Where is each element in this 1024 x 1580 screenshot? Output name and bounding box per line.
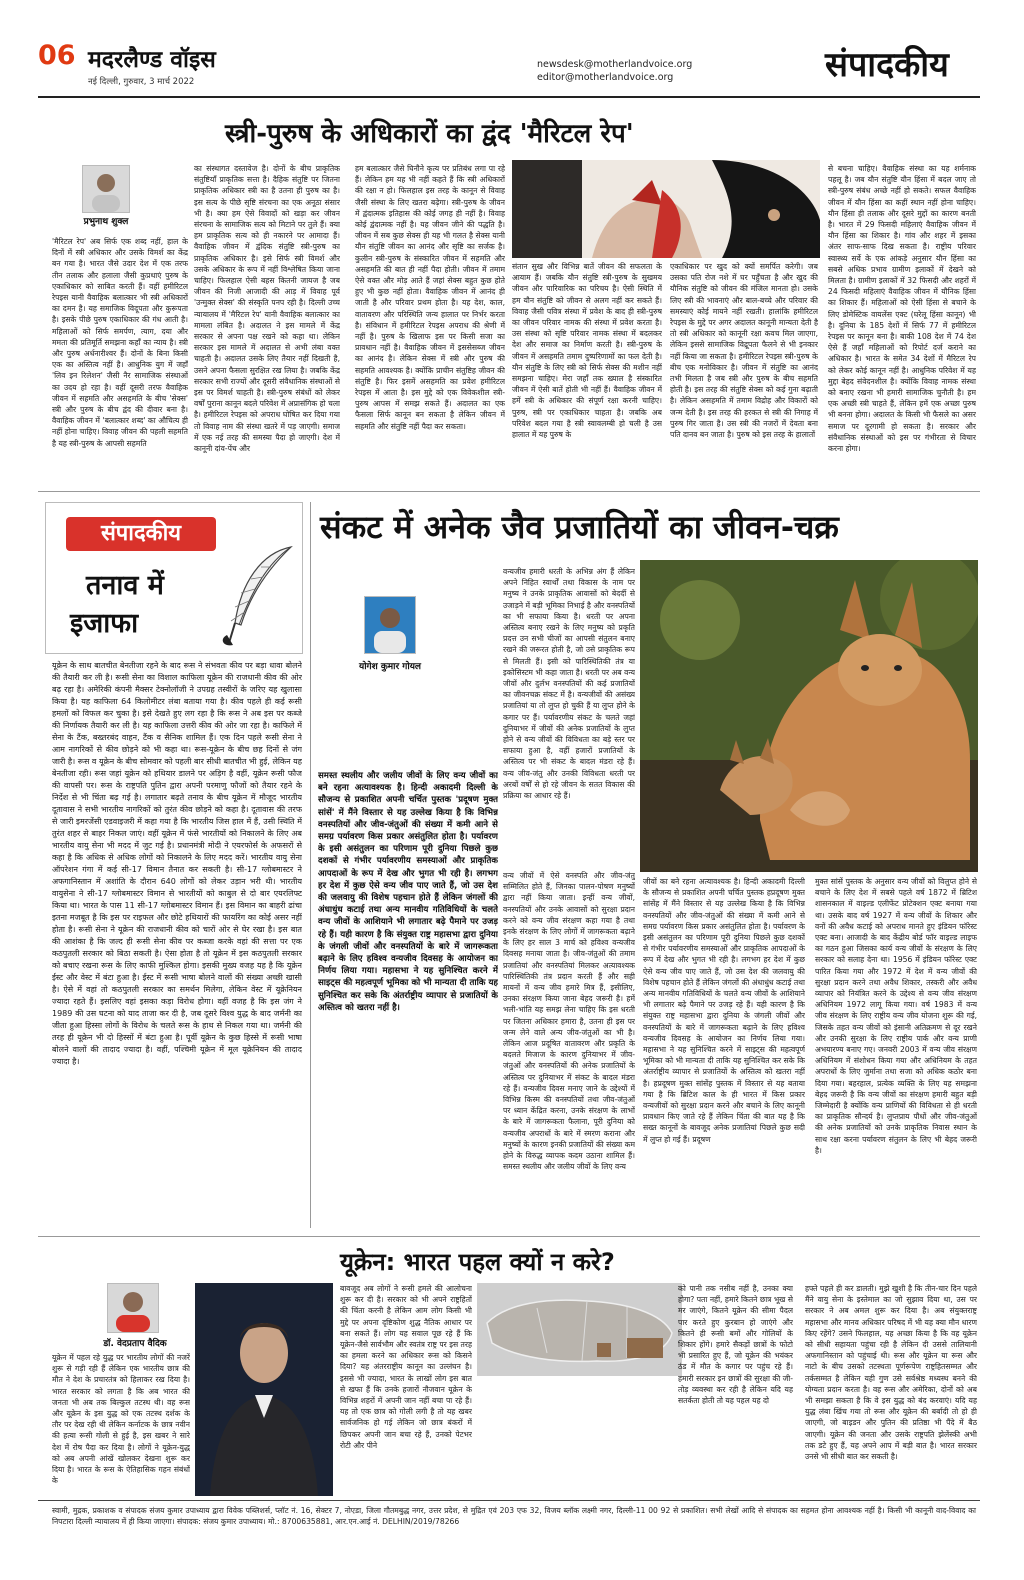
paper-name: मदरलैण्ड वॉइस xyxy=(88,47,216,73)
article3-author: डॉ. वेदप्रताप वैदिक xyxy=(103,1339,167,1349)
article3-photo xyxy=(195,1283,333,1496)
footer-imprint: स्वामी, मुद्रक, प्रकाशक व संपादक संजय कुमार उपाध्याय द्वारा विवेक पब्लिशर्स, प्लॉट नं. 16, सेक्टर 7, नोएडा, जिला गौतमबुद्ध नगर, उत्तर प्रदेश, से मुद्रित एवं 203 एफ 32, विजय ब्लॉक लक्ष्मी नगर, दिल्ली-11 00 92 से प्रकाशित। सभी लेखों आदि से संपादक का सहमत होना आवश्यक नहीं है। किसी भी कानूनी वाद-विवाद का निपटारा दिल्ली न्यायालय में ही किया जाएगा। संपादक: संजय कुमार उपाध्याय। मो.: 8700635881, आर.एन.आई नं. DELHIN/2019/78266 xyxy=(52,1506,976,1526)
editorial-label-text: संपादकीय xyxy=(100,521,182,546)
caracal-photo xyxy=(640,560,978,872)
quill-feather-icon xyxy=(221,543,301,648)
divider-editorial xyxy=(310,502,311,1228)
editorial-body: यूक्रेन के साथ बातचीत बेनतीजा रहने के बाद रूस ने संभवतः कीव पर बड़ा धावा बोलने की तैयारी कर ली है। रूसी सेना का विशाल काफिला यूक्रेन की राजधानी कीव की ओर बढ़ रहा है। अमेरिकी कंपनी मैक्सर टेक्नोलॉजी ने उपग्रह तस्वीरों के जरिए यह खुलासा किया है। यह काफिला 64 किलोमीटर लंबा बताया गया है। कीव पहले ही कई रूसी हमलों को विफल कर चुका है। इसे देखते हुए लग रहा है कि रूस ने अब इस पर कब्जे की निर्णायक तैयारी कर ली है। यह काफिला उत्तरी कीव की ओर जा रहा है। काफिले में सेना के टैंक, बख्तरबंद वाहन, टैंक व सैनिक शामिल हैं। एक दिन पहले रूसी सेना ने आम नागरिकों से कीव छोड़ने को भी कहा था। रूस-यूक्रेन के बीच छह दिनों से जंग जारी है। रूस व यूक्रेन के बीच सोमवार को पहली बार सीधी बातचीत भी हुई, लेकिन यह बेनतीजा रही। रूस जहां यूक्रेन को हथियार डालने पर अड़िग है वहीं, यूक्रेन रूसी फौज की वापसी पर। रूस के राष्ट्रपति पुतिन द्वारा अपनी परमाणु फौजों को तैयार रहने के निर्देश से भी चिंता बढ़ गई है। लगातार बढ़ते तनाव के बीच यूक्रेन में मौजूद भारतीय दूतावास ने सभी भारतीय नागरिकों को तुरंत कीव छोड़ने को कहा है। दूतावास की तरफ से जारी इमरजेंसी एडवाइजरी में कहा गया है कि भारतीय जिस हाल में हैं, उसी स्थिति में तुरंत शहर से बाहर निकल जाएं। वहीं यूक्रेन में फंसे भारतीयों को निकालने के लिए अब भारतीय वायु सेना भी मदद में जुट गई है। प्रधानमंत्री मोदी ने एयरफोर्स के अफसरों से कहा है कि अधिक से अधिक लोगों को निकालने के लिए मदद करें। भारतीय वायु सेना ऑपरेशन गंगा में कई सी-17 विमान तैनात कर सकती है। सी-17 ग्लोबमास्टर ने अफगानिस्तान में अशांति के दौरान 640 लोगों को लेकर उड़ान भरी थी। भारतीय वायुसेना ने सी-17 ग्लोबमास्टर विमान से भारतीयों को काबुल से दो बार एयरलिफ्ट किया था। भारत के पास 11 सी-17 ग्लोबमास्टर विमान हैं। इस विमान का बाहरी ढांचा इतना मजबूत है कि इस पर राइफल और छोटे हथियारों की फायरिंग का कोई असर नहीं होता है। रूसी सेना ने यूक्रेन की राजधानी कीव को चारों ओर से घेर रखा है। इस बात की आशंका है कि जल्द ही रूसी सेना कीव पर कब्जा करके वहां की सत्ता पर एक कठपुतली सरकार को बिठा सकती है। ऐसा होता है तो यूक्रेन में इस कठपुतली सरकार को बचाए रखना रूस के लिए काफी मुश्किल होगा। इसकी मुख्य वजह यह है कि यूक्रेन ईस्ट और वेस्ट में बंटा हुआ है। ईस्ट में रूसी भाषा बोलने वालों की संख्या अच्छी खासी है। ऐसे में वहां तो कठपुतली सरकार का समर्थन मिलेगा, लेकिन वेस्ट में यूक्रेनियन ज्यादा रहते हैं। इसलिए वहां इसका कड़ा विरोध होगा। वहीं वजह है कि इस जंग ने 1989 की उस घटना को याद ताजा कर दी है, जब दूसरे विश्व युद्ध के बाद जर्मनी का जीता हुआ हिस्सा लोगों के विरोध के चलते रूस के हाथ से निकल गया था। जर्मनी की तरह ही यूक्रेन भी दो हिस्सों में बंटा हुआ है। पूर्वी यूक्रेन के कुछ हिस्से में रूसी भाषा बोलने वालों की तादाद ज्यादा है। वहीं, पश्चिमी यूक्रेन में मूल यूक्रेनियन की तादाद ज्यादा है। xyxy=(52,661,302,1066)
article1-illustration xyxy=(512,160,820,258)
author-photo-vaidik xyxy=(107,1283,159,1333)
article2-column-b: जीवों का बने रहना अत्यावश्यक है। हिन्दी अकादमी दिल्ली के सौजन्य से प्रकाशित अपनी चर्चित पुस्तक हप्रदूषण मुक्त सांसेंह में मैंने विस्तार से यह उल्लेख किया है कि विभिन्न वनस्पतियों और जीव-जंतुओं की संख्या में कमी आने से समग्र पर्यावरण किस प्रकार असंतुलित होता है। पर्यावरण के इसी असंतुलन का परिणाम पूरी दुनिया पिछले कुछ दशकों से गंभीर पर्यावरणीय समस्याओं और प्राकृतिक आपदाओं के रूप में देख और भुगत भी रही है। लगभग हर देश में कुछ ऐसे वन्य जीव पाए जाते हैं, जो उस देश की जलवायु की विशेष पहचान होते हैं लेकिन जंगलों की अंधाधुंध कटाई तथा अन्य मानवीय गतिविधियों के चलते वन्य जीवों के आशियाने भी लगातार बढ़े पैमाने पर उजड़ रहे हैं। यही कारण है कि संयुक्त राष्ट्र महासभा द्वारा दुनिया के जंगली जीवों और वनस्पतियों के बारे में जागरूकता बढ़ाने के लिए हविश्व वन्यजीव दिवसह के आयोजन का निर्णय लिया गया। महासभा ने यह सुनिश्चित करने में साइट्स की महत्वपूर्ण भूमिका को भी मान्यता दी ताकि यह सुनिश्चित कर सके कि अंतर्राष्ट्रीय व्यापार से प्रजातियों के अस्तित्व को खतरा नहीं है। हप्रदूषण मुक्त सांसेंह पुस्तक में विस्तार से यह बताया गया है कि ब्रिटिश काल के ही भारत में किस प्रकार वन्यजीवों को सुरक्षा प्रदान करने और बचाने के लिए कानूनी प्रावधान किए जाते रहे हैं लेकिन चिंता की बात यह है कि सख्त कानूनों के बावजूद अनेक प्रजातियां पिछले कुछ सदी में लुप्त हो गई हैं। प्रदूषण xyxy=(643,877,805,1144)
footer-rule xyxy=(38,1500,980,1501)
article2-column-top: वन्यजीव हमारी धरती के अभिन्न अंग हैं लेकिन अपने निहित स्वार्थों तथा विकास के नाम पर मनुष्य ने उनके प्राकृतिक आवासों को बेदर्दी से उजाड़ने में बड़ी भूमिका निभाई है और वनस्पतियों का भी सफाया किया है। धरती पर अपना अस्तित्व बनाए रखने के लिए मनुष्य को प्रकृति प्रदत्त उन सभी चीजों का आपसी संतुलन बनाए रखने की जरूरत होती है, जो उसे प्राकृतिक रूप से मिलती हैं। इसी को पारिस्थितिकी तंत्र या इकोसिस्टम भी कहा जाता है। धरती पर अब वन्य जीवों और दुर्लभ वनस्पतियों की कई प्रजातियों का जीवनचक्र संकट में है। वन्यजीवों की असंख्य प्रजातियां या तो लुप्त हो चुकी हैं या लुप्त होने के कगार पर हैं। पर्यावरणीय संकट के चलते जहां दुनियाभर में जीवों की अनेक प्रजातियों के लुप्त होने से वन्य जीवों की विविधता का बड़े स्तर पर सफाया हुआ है, वहीं हजारों प्रजातियों के अस्तित्व पर भी संकट के बादल मंडरा रहे हैं। वन्य जीव-जंतु और उनकी विविधता धरती पर अरबों वर्षों से हो रहे जीवन के सतत विकास की प्रक्रिया का आधार रहे हैं। xyxy=(503,567,635,801)
speaker-photo xyxy=(195,1283,333,1496)
page-number: 06 xyxy=(38,40,76,71)
article2-column-c: मुक्त सांसें पुस्तक के अनुसार वन्य जीवों को विलुप्त होने से बचाने के लिए देश में सबसे पहले वर्ष 1872 में ब्रिटिश शासनकाल में वाइल्ड एलीफेंट प्रोटेक्शन एक्ट बनाया गया था। उसके बाद वर्ष 1927 में वन्य जीवों के शिकार और वनों की अवैध कटाई को अपराध मानते हुए इंडियन फॉरेस्ट एक्ट बना। आजादी के बाद केंद्रीय बोर्ड फॉर वाइल्ड लाइफ का गठन हुआ जिसका कार्य वन्य जीवों के संरक्षण के लिए सरकार को सलाह देना था। 1956 में इंडियन फॉरेस्ट एक्ट पारित किया गया और 1972 में देश में वन्य जीवों की सुरक्षा प्रदान करने तथा अवैध शिकार, तस्करी और अवैध व्यापार को नियंत्रित करने के उद्देश्य से वन्य जीव संरक्षण अधिनियम 1972 लागू किया गया। वर्ष 1983 में वन्य जीव संरक्षण के लिए राष्ट्रीय वन्य जीव योजना शुरू की गई, जिसके तहत वन्य जीवों को इंसानी अतिक्रमण से दूर रखने और उनकी सुरक्षा के लिए राष्ट्रीय पार्क और वन्य प्राणी अभयारण्य बनाए गए। जनवरी 2003 में वन्य जीव संरक्षण अधिनियम में संशोधन किया गया और अधिनियम के तहत अपराधों के लिए जुर्माना तथा सजा को अधिक कठोर बना दिया गया। बहरहाल, प्रत्येक व्यक्ति के लिए यह समझना बेहद जरूरी है कि वन्य जीवों का संरक्षण हमारी बहुत बड़ी जिम्मेदारी है क्योंकि वन्य प्राणियों की विविधता से ही धरती का प्राकृतिक सौन्दर्य है। लुप्तप्राय पौधों और जीव-जंतुओं की अनेक प्रजातियों को उनके प्राकृतिक निवास स्थान के साथ रक्षा करना पर्यावरण संतुलन के लिए भी बेहद जरूरी है। xyxy=(815,877,977,1155)
article3-headline: यूक्रेन: भारत पहल क्यों न करे? xyxy=(340,1248,615,1276)
article2-photo-caracal xyxy=(640,560,978,872)
article3-column-1: यूक्रेन में पहल रहे युद्ध पर भारतीय लोगों की नजरें शुरू से गड़ी रही हैं लेकिन एक भारतीय छात्र की मौत ने देश के प्रचारतंत्र को हिलाकर रख दिया है। भारत सरकार को लगता है कि अब भारत की जनता भी अब तक बिल्कुल तटस्थ थी। वह रूस और यूक्रेन के इस युद्ध को एक तटस्थ दर्शक के तौर पर देख रही थी लेकिन कर्नाटक के छात्र नवीन की हत्या रूसी गोली से हुई है, इस खबर ने सारे देश में रोष पैदा कर दिया है। लोगों ने यूक्रेन-युद्ध को अब अपनी आंखें खोलकर देखना शुरू कर दिया है। भारत के रूस के ऐतिहासिक गहन संबंधों के xyxy=(52,1353,190,1486)
article1-column-3: हम बलात्कार जैसे घिनौने कृत्य पर प्रतिबंध लगा पा रहे हैं। लेकिन हम यह भी नहीं कहते हैं कि स्त्री अधिकारों की रक्षा न हो। फिलहाल इस तरह के कानून से विवाह जैसी संस्था के लिए खतरा बढ़ेगा। स्त्री-पुरुष के जीवन में द्वंदात्मक इतिहास की कोई जगह ही नहीं है। विवाह कोई द्वंदात्मक नहीं है। यह जीवन जीने की पद्धति है। जीवन में सब कुछ सेक्स ही यह भी गलत है सेक्स यानी यौन संतुष्टि जीवन का आनंद और सृष्टि का सर्जक है। कुलीन स्त्री-पुरुष के संस्कारित जीवन में सहमति और असहमति की बात ही नहीं पैदा होती। जीवन में तमाम ऐसे वक्त और मोड़ आते हैं जहां सेक्स बहुत कुछ होते हुए भी कुछ नहीं होता। वैवाहिक जीवन में आनंद ही जाती है और परिवार प्रथम होता है। यह देश, काल, वातावरण और परिस्थिति जन्य हालात पर निर्भर करता है। संविधान में हमीरिटल रेपइस अपराध की श्रेणी में नहीं है। पुरुष के खिलाफ इस पर किसी सजा का प्रावधान नहीं है। वैवाहिक जीवन में इससेसब्ज जीवन का आनंद है। लेकिन सेक्स में स्त्री और पुरुष की सहमति आवश्यक है। क्योंकि प्राचीन संतुष्टिह जीवन की संतुष्टि है। फिर इसमें असहमति का प्रवेश हमीरिटल रेपइस में आता है। इस मुद्दे को एक विवेकशील स्त्री-पुरुष आपस में समझ सकते हैं। अदालत का एक फैसला सिर्फ कानून बन सकता है लेकिन जीवन में सहमति और संतुष्टि नहीं पैदा कर सकता। xyxy=(355,164,505,431)
article3-map xyxy=(477,1283,682,1376)
email-newsdesk: newsdesk@motherlandvoice.org xyxy=(537,59,693,70)
section-title: संपादकीय xyxy=(825,45,949,85)
article1-headline: स्त्री-पुरुष के अधिकारों का द्वंद 'मैरिटल रेप' xyxy=(225,119,634,149)
article1-column-4: संतान सुख और विभिन्न बातें जीवन की सफलता के आयाम हैं। जबकि यौन संतुष्टि स्त्री-पुरुष के सुखमय जीवन और पारिवारिक का परिचय है। ऐसी स्थिति में हम यौन संतुष्टि को जीवन से अलग नहीं कर सकते हैं। विवाह जैसी पवित्र संस्था में प्रवेश के बाद ही स्त्री-पुरुष का जीवन परिवार नामक की संस्था में प्रवेश करता है। उस संस्था को सृष्टि परिवार नामक संस्था में बदलकर देश और समाज का निर्माण करती है। स्त्री-पुरुष के जीवन में असहमति तमाम दुष्परिणामों का फल देती है। यौन संतुष्टि के लिए स्त्री को सिर्फ सेक्स की मशीन नहीं समझना चाहिए। मेरा जहाँ तक ख्याल है संस्कारित जीवन में ऐसी बातें होती भी नहीं हैं। वैवाहिक जीवन में हमें स्त्री के अधिकार की संपूर्ण रक्षा करनी चाहिए। पुरुष, स्त्री पर एकाधिकार चाहता है। जबकि अब परिवेश बदल गया है स्त्री स्वावलम्बी हो चली है उस हालात में यह पुरुष के xyxy=(512,262,662,440)
article3-column-3: को पानी तक नसीब नहीं है, उनका क्या होगा? पता नहीं, हमारे कितने छात्र भूख से मर जाएंगे, कितने यूक्रेन की सीमा पैदल पार करते हुए कुरबान हो जाएंगे और कितने ही रूसी बमों और गोलियों के शिकार होंगे। हमारे सैकड़ों छात्रों के फोटो भी प्रसारित हुए हैं, जो यूक्रेन की भयंकर ठंड में मौत के कगार पर पहुंच रहे हैं। हमारी सरकार इन छात्रों की सुरक्षा की जी-तोड़ व्यवस्था कर रही है लेकिन यदि यह सतर्कता होती तो यह पहल यह दो xyxy=(678,1284,793,1406)
article2-author: योगेश कुमार गोयल xyxy=(358,662,422,672)
person-icon xyxy=(83,166,129,212)
editorial-title-line1: तनाव में xyxy=(86,570,164,601)
person-icon xyxy=(108,1284,158,1332)
article1-column-5: एकाधिकार पर खुद को क्यों समर्पित करेगी। जब उसका पति रोज नशे में घर पहुँचता है और खुद की यौनिक संतुष्टि को जीवन की मंजिल मानता हो। उसके लिए स्त्री की भावनाएं और बाल-बच्चे और परिवार की समस्याएं कोई मायने नहीं रखती। हालांकि हमीरिटल रेपइस के मुद्दे पर अगर अदालत कानूनी मान्यता देती है तो स्त्री अधिकार को कानूनी रक्षा कवच मिल जाएगा, लेकिन इससे सामाजिक विद्रूपता फैलने से भी इनकार नहीं किया जा सकता है। हमीरिटल रेपइस स्त्री-पुरुष के बीच एक मनोविकार है। जीवन में संतुष्टि का आनंद तभी मिलता है जब स्त्री और पुरुष के बीच सहमति होती है। इस तरह की संतुष्टि सेक्स को कई गुना बढ़ाती है। लेकिन असहमति में तमाम विद्रोह और विकारों को जन्म देती है। इस तरह की हरकत से स्त्री की निगाह में पुरुष गिर जाता है। उस स्त्री की नजरों में देवता बना पति दानव बन जाता है। पुरुष को इस तरह के हालातों xyxy=(670,262,818,440)
divider-article2 xyxy=(38,1236,980,1237)
ukraine-map xyxy=(477,1283,682,1376)
author-photo-yogesh xyxy=(364,596,416,654)
editorial-label xyxy=(66,517,216,551)
masthead-rule xyxy=(38,96,980,98)
article3-column-4: हफ्ते पहले ही कर डालती। मुझे खुशी है कि तीन-चार दिन पहले मैंने वायु सेना के इस्तेमाल का जो सुझाव दिया था, उस पर सरकार ने अब अमल शुरू कर दिया है। अब संयुक्तराष्ट्र महासभा और मानव अधिकार परिषद में भी यह क्या मौन धारण किए रहेंगे? उसने फिलहाल, यह अच्छा किया है कि वह यूक्रेन को सीधी सहायता पहुंचा रही है लेकिन दी उससे तालियानी अफगानिस्तान को पहुंचाई थी। रूस और यूक्रेन या रूस और नाटो के बीच उसको तटस्थता पूर्णरूपेण राष्ट्रहितसम्मत और तर्कसम्मत है लेकिन यही गुण उसे सर्वश्रेष्ठ मध्यस्थ बनने की योग्यता प्रदान करता है। वह रूस और अमेरिका, दोनों को अब भी समझा सकता है कि वे इस युद्ध को बंद करवाएं। यदि यह युद्ध लंबा खिंच गया तो रूस और यूक्रेन की बर्बादी तो हो ही जाएगी, जो बाइडन और पुतिन की प्रतिष्ठा भी पैंदे में बैठ जाएगी। यूक्रेन की जनता और उसके राष्ट्रपति झेलेंस्की अभी तक डटे हुए हैं, यह अपने आप में बड़ी बात है। भारत सरकार उनसे भी सीधी बात कर सकती है। xyxy=(805,1284,977,1462)
article1-column-2: का संस्थागत दस्तावेज है। दोनों के बीच प्राकृतिक संतुष्टियाँ प्राकृतिक सत्ता है। दैहिक संतुष्टि पर जितना प्राकृतिक अधिकार स्त्री का है उतना ही पुरुष का है। इस सत्य के पीछे सृष्टि संरचना का एक अनूठा संसार भी है। क्या हम ऐसे विवादों को खड़ा कर जीवन संरचना के सामाजिक सत्य को मिटाने पर तुले हैं। क्या हम प्राकृतिक सत्य को ही नकारने पर आमादा हैं। वैवाहिक जीवन में द्वंदिक संतुष्टि स्त्री-पुरुष का प्राकृतिक अधिकार है। इसे सिर्फ स्त्री विमर्श और उसके अधिकार के रूप में नहीं विश्लेषित किया जाना चाहिए। फिलहाल ऐसी बहस कितनी जायज है जब जीवन की निजी आजादी की आड़ में विवाह पूर्व 'उन्मुक्त सेक्स' की संस्कृति पनप रही है। दिल्ली उच्च न्यायालय में 'मैरिटल रेप' यानी वैवाहिक बलात्कार का मामला लंबित है। अदालत ने इस मामले में केंद्र सरकार से अपना पक्ष रखने को कहा था। लेकिन सरकार इस मामले में अदालत से अभी लंबा वक्त चाहती है। अदालत उसके लिए तैयार नहीं दिखती है, उसने अपना फैसला सुरक्षित रख लिया है। जबकि केंद्र सरकार सभी राज्यों और दूसरी संवैधानिक संस्थाओं से इस पर विमर्श चाहती है। स्त्री-पुरुष संबंधों को लेकर वर्षों पुराना कानून बदले परिवेश में अप्रासंगिक हो चला है। हमीरिटल रेपइस को अपराध घोषित कर दिया गया तो विवाह नाम की संस्था खतरे में पड़ जाएगी। समाज में एक नई तरह की समस्या पैदा हो जाएगी। देश में कानूनी दांव-पेंच और xyxy=(194,164,340,454)
person-icon xyxy=(365,597,415,653)
couple-silhouette-illustration xyxy=(512,160,820,258)
article2-column-a: वन्य जीवों में ऐसे वनस्पति और जीव-जंतु सम्मिलित होते हैं, जिनका पालन-पोषण मनुष्यों द्वारा नहीं किया जाता। इन्हीं वन्य जीवों, वनस्पतियों और उनके आवासों को सुरक्षा प्रदान करने को वन्य जीव संरक्षण कहा गया है तथा इनके संरक्षण के लिए लोगों में जागरूकता बढ़ाने के लिए हर साल 3 मार्च को हविश्व वन्यजीव दिवसह मनाया जाता है। जीव-जंतुओं की तमाम प्रजातियां और वनस्पतियां मिलकर अत्यावश्यक पारिस्थितिकी तंत्र प्रदान करती हैं और सही मायनों में वन्य जीव हमारे मित्र हैं, इसीलिए, उनका संरक्षण किया जाना बेहद जरूरी है। हमें भली-भांति यह समझ लेना चाहिए कि इस धरती पर जितना अधिकार हमारा है, उतना ही इस पर जन्म लेने वाले अन्य जीव-जंतुओं का भी है। लेकिन आज प्रदूषित वातावरण और प्रकृति के बदलते मिजाज के कारण दुनियाभर में जीव-जंतुओं और वनस्पतियों की अनेक प्रजातियों के अस्तित्व पर दुनियाभर में संकट के बादल मंडरा रहे हैं। वन्यजीव दिवस मनाए जाने के उद्देश्यों में विभिन्न किस्म की वनस्पतियों तथा जीव-जंतुओं पर ध्यान केंद्रित करना, उनके संरक्षण के लाभों के बारे में जागरूकता फैलाना, पूरी दुनिया को वन्यजीव अपराधों के बारे में स्मरण कराना और मनुष्यों के कारण इनकी प्रजातियों की संख्या कम होने के विरुद्ध व्यापक कदम उठाना शामिल हैं। समस्त स्थलीय और जलीय जीवों के लिए वन्य xyxy=(503,871,635,1172)
masthead xyxy=(0,0,1024,98)
article1-column-6: से बचना चाहिए। वैवाहिक संस्था का यह शर्मनाक पहलू है। जब यौन संतुष्टि यौन हिंसा में बदल जाए तो स्त्री-पुरुष संबंध अच्छे नहीं हो सकते। सफल वैवाहिक जीवन में यौन हिंसा का कहीं स्थान नहीं होना चाहिए। यौन हिंसा ही तलाक और दूसरे मुद्दों का कारण बनती है। भारत में 29 फिसदी महिलाएं वैवाहिक जीवन में यौन हिंसा का शिकार है। गांव और शहर में इसका अंतर साफ-साफ दिख सकता है। राष्ट्रीय परिवार स्वास्थ्य सर्वे के एक आंकड़े अनुसार यौन हिंसा का सबसे अधिक प्रभाव ग्रामीण इलाकों में देखने को मिलता है। ग्रामीण इलाकों में 32 फिसदी और शहरों में 24 फिसदी महिलाएं वैवाहिक जीवन में यौनिक हिंसा का शिकार हैं। महिलाओं को ऐसी हिंसा से बचाने के लिए डोमेस्टिक वायलेंस एक्ट (घरेलू हिंसा कानून) भी है। दुनिया के 185 देशों में सिर्फ 77 में हमीरिटल रेपइस पर कानून बना है। बाकी 108 देश में 74 देश ऐसे हैं जहाँ महिलाओं को रिपोर्ट दर्ज कराने का अधिकार है। भारत के समेत 34 देशों में मैरिटल रेप को लेकर कोई कानून नहीं है। आधुनिक परिवेश में यह मुद्दा बेहद संवेदनशील है। क्योंकि विवाह नामक संस्था को बनाए रखना भी हमारी सामाजिक चुनौती है। हम एक अच्छी स्त्री चाहते हैं, लेकिन हमें एक अच्छा पुरुष भी बनना होगा। अदालत के किसी भी फैसले का असर समाज पर दूरगामी हो सकता है। सरकार और संवैधानिक संस्थाओं को इस पर गंभीरता से विचार करना होगा। xyxy=(828,164,976,454)
email-editor: editor@motherlandvoice.org xyxy=(537,72,674,83)
article3-column-2: बावजूद अब लोगों ने रूसी हमले की आलोचना शुरू कर दी है। सरकार को भी अपने राष्ट्रहितों की चिंता करनी है लेकिन आम लोग किसी भी मुद्दे पर अपना दृष्टिकोण शुद्ध नैतिक आधार पर बना सकते हैं। लोग यह सवाल पूछ रहे हैं कि यूक्रेन-जैसे सार्वभौम और स्वतंत्र राष्ट्र पर इस तरह का हमला करने का अधिकार रूस को किसने दिया? यह अंतरराष्ट्रीय कानून का उल्लंघन है। इससे भी ज्यादा, भारत के लाखों लोग इस बात से खफा हैं कि उनके हजारों नौजवान यूक्रेन के विभिन्न शहरों में अपनी जान नहीं बचा पा रहे हैं। यह तो एक छात्र को गोली लगी है तो यह खबर सार्वजनिक हो गई लेकिन जो छात्र बंकरों में छिपकर अपनी जान बचा रहे हैं, उनको पेटभर रोटी और पीने xyxy=(340,1284,472,1450)
article2-headline: संकट में अनेक जैव प्रजातियों का जीवन-चक्र xyxy=(320,508,839,546)
article2-pull-quote: समस्त स्थलीय और जलीय जीवों के लिए वन्य जीवों का बने रहना अत्यावश्यक है। हिन्दी अकादमी दिल्ली के सौजन्य से प्रकाशित अपनी चर्चित पुस्तक 'प्रदूषण मुक्त सांसें' में मैंने विस्तार से यह उल्लेख किया है कि विभिन्न वनस्पतियों और जीव-जंतुओं की संख्या में कमी आने से समग्र पर्यावरण किस प्रकार असंतुलित होता है। पर्यावरण के इसी असंतुलन का परिणाम पूरी दुनिया पिछले कुछ दशकों से गंभीर पर्यावरणीय समस्याओं और प्राकृतिक आपदाओं के रूप में देख और भुगत भी रही है। लगभग हर देश में कुछ ऐसे वन्य जीव पाए जाते हैं, जो उस देश की जलवायु की विशेष पहचान होते हैं लेकिन जंगलों की अंधाधुंध कटाई तथा अन्य मानवीय गतिविधियों के चलते वन्य जीवों के आशियाने भी लगातार बढ़े पैमाने पर उजड़ रहे हैं। यही कारण है कि संयुक्त राष्ट्र महासभा द्वारा दुनिया के जंगली जीवों और वनस्पतियों के बारे में जागरूकता बढ़ाने के लिए हविश्व वन्यजीव दिवसह के आयोजन का निर्णय लिया गया। महासभा ने यह सुनिश्चित करने में साइट्स की महत्वपूर्ण भूमिका को भी मान्यता दी ताकि यह सुनिश्चित कर सके कि अंतर्राष्ट्रीय व्यापार से प्रजातियों के अस्तित्व को खतरा नहीं है। xyxy=(318,771,498,1013)
author-photo-prabhunath xyxy=(82,165,130,213)
editorial-box xyxy=(45,502,303,654)
editorial-title-line2: इजाफा xyxy=(70,608,139,639)
dateline: नई दिल्ली, गुरुवार, 3 मार्च 2022 xyxy=(88,77,195,87)
article1-author: प्रभुनाथ शुक्ल xyxy=(83,217,129,227)
divider-article1 xyxy=(38,491,980,492)
article1-column-1: 'मैरिटल रेप' अब सिर्फ एक शब्द नहीं, हाल के दिनों में स्त्री अधिकार और उसके विमर्श का केंद्र बन गया है। भारत जैसे उदार देश में एक तरफ तीन तलाक और हलाला जैसी कुप्रथाएं पुरुष के एकाधिकार को साबित करती हैं। वहीं हमीरिटल रेपइस यानी वैवाहिक बलात्कार भी स्त्री अधिकारों का दमन है। यह समाजिक विदूपता और कुरूपता है। इसके पीछे पुरुष एकाधिकार की गंध आती है। महिलाओं को सिर्फ समर्पण, त्याग, दया और ममता की प्रतिमूर्ति समझना कहाँ का न्याय है। स्त्री और पुरुष अर्धनारीश्वर हैं। दोनों के बिना किसी एक का अस्तित्व नहीं है। आधुनिक युग में जहाँ 'लिव इन रिलेशन' जैसी नैर सामाजिक संस्थाओं का उदय हो रहा है। वहीं दूसरी तरफ वैवाहिक जीवन में सहमति और असहमति के बीच 'सेक्स' स्त्री और पुरुष के बीच द्वंद की दीवार बना है। वैवाहिक जीवन में 'बलात्कार शब्द' का औचित्य ही नहीं होना चाहिए। विवाह जीवन की पहली सहमति है यह स्त्री-पुरुष के आपसी सहमति xyxy=(52,237,188,448)
